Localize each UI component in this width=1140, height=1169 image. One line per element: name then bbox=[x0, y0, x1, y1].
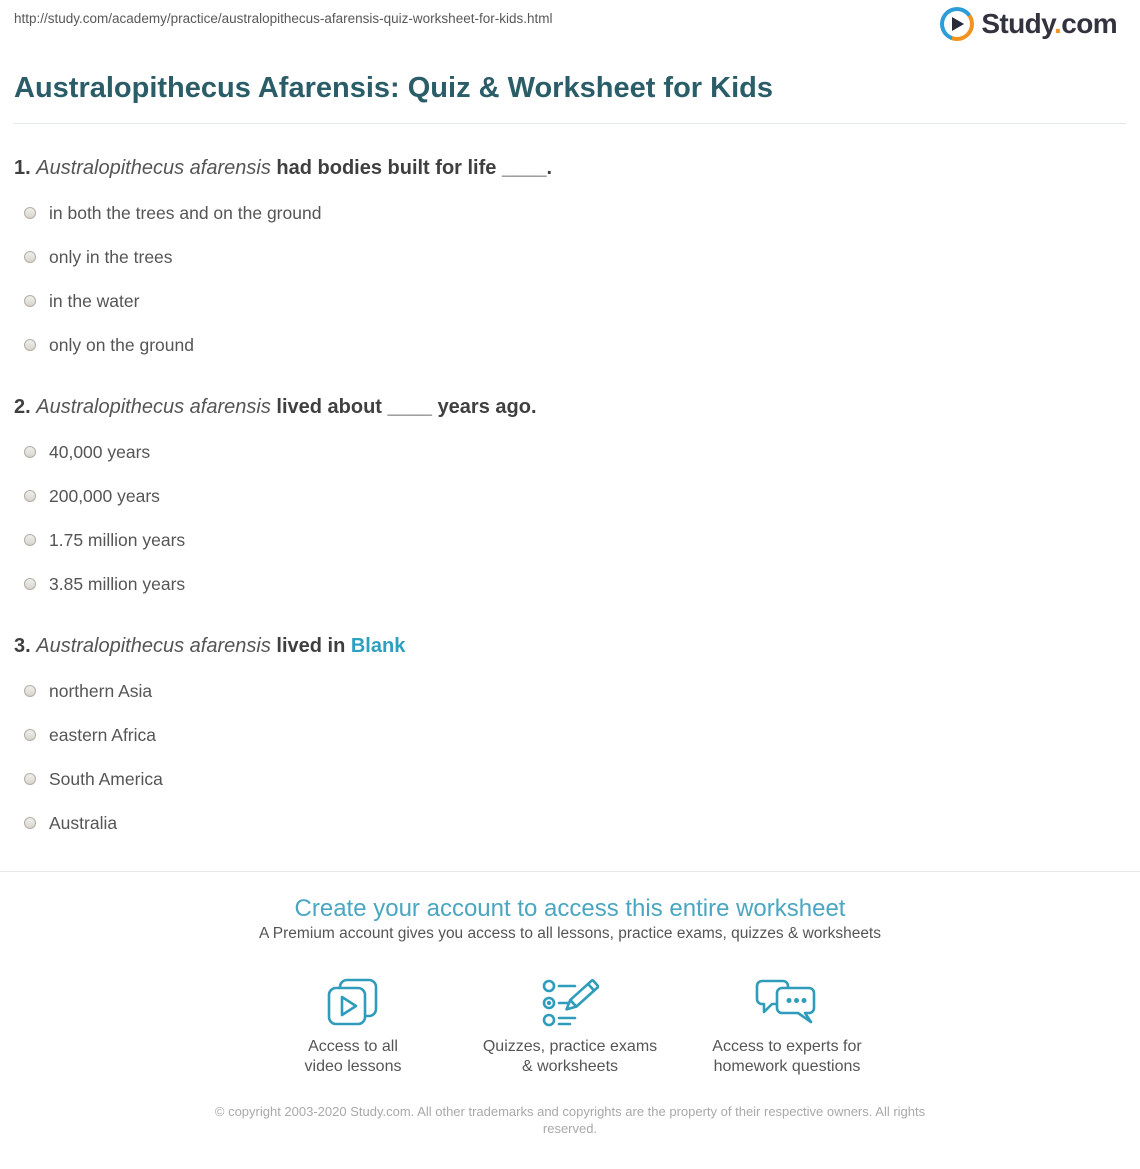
option-label: 3.85 million years bbox=[49, 573, 186, 594]
feature-label bbox=[245, 1037, 462, 1077]
answer-option[interactable] bbox=[14, 572, 1126, 596]
option-label: 40,000 years bbox=[49, 441, 151, 462]
answer-option[interactable] bbox=[14, 528, 1126, 552]
question-number: 3. bbox=[14, 635, 31, 657]
question-text: lived about ____ years ago. bbox=[276, 396, 537, 418]
feature-label-line1: Access to all bbox=[308, 1038, 398, 1055]
feature-label-line1: Quizzes, practice exams bbox=[482, 1038, 658, 1055]
question-1-options bbox=[14, 201, 1126, 357]
question-text: lived in bbox=[276, 635, 346, 657]
logo-study: Study bbox=[981, 8, 1055, 39]
question-1 bbox=[14, 155, 1126, 181]
option-label: Australia bbox=[49, 812, 118, 833]
option-label: only in the trees bbox=[49, 246, 173, 267]
chat-experts-icon bbox=[754, 977, 820, 1029]
quizzes-icon bbox=[541, 977, 599, 1029]
cta-divider bbox=[0, 871, 1140, 872]
option-label: northern Asia bbox=[49, 680, 153, 701]
option-label: eastern Africa bbox=[49, 724, 156, 745]
feature-list bbox=[0, 977, 1140, 1077]
page-url: http://study.com/academy/practice/australopithecus-afarensis-quiz-worksheet-for-kids.html bbox=[14, 11, 553, 26]
answer-option[interactable] bbox=[14, 245, 1126, 269]
radio-button[interactable] bbox=[24, 578, 36, 590]
question-2 bbox=[14, 394, 1126, 420]
question-number: 2. bbox=[14, 396, 31, 418]
studycom-logo[interactable] bbox=[940, 7, 1117, 41]
cta-heading: Create your account to access this entire worksheet bbox=[294, 895, 846, 922]
copyright-text: © copyright 2003-2020 Study.com. All other trademarks and copyrights are the property of their respective owners. All rights reserved. bbox=[214, 1104, 926, 1136]
radio-button[interactable] bbox=[24, 773, 36, 785]
cta-subheading: A Premium account gives you access to all lessons, practice exams, quizzes & worksheets bbox=[259, 925, 881, 942]
option-label: South America bbox=[49, 768, 163, 789]
feature-label-line1: Access to experts for bbox=[712, 1038, 862, 1055]
feature-video-lessons bbox=[245, 977, 462, 1077]
answer-option[interactable] bbox=[14, 767, 1126, 791]
blank-link[interactable]: Blank bbox=[350, 635, 406, 657]
radio-button[interactable] bbox=[24, 446, 36, 458]
radio-button[interactable] bbox=[24, 534, 36, 546]
radio-button[interactable] bbox=[24, 295, 36, 307]
answer-option[interactable] bbox=[14, 811, 1126, 835]
feature-label bbox=[462, 1037, 679, 1077]
question-2-options bbox=[14, 440, 1126, 596]
logo-play-icon bbox=[940, 7, 974, 41]
question-number: 1. bbox=[14, 157, 31, 179]
radio-button[interactable] bbox=[24, 207, 36, 219]
question-3-options bbox=[14, 679, 1126, 835]
species-name: Australopithecus afarensis bbox=[36, 635, 271, 657]
feature-label-line2: & worksheets bbox=[521, 1058, 619, 1075]
option-label: 1.75 million years bbox=[49, 529, 186, 550]
logo-text bbox=[981, 8, 1117, 40]
answer-option[interactable] bbox=[14, 440, 1126, 464]
question-text: had bodies built for life ____. bbox=[276, 157, 552, 179]
answer-option[interactable] bbox=[14, 484, 1126, 508]
feature-experts bbox=[679, 977, 896, 1077]
answer-option[interactable] bbox=[14, 679, 1126, 703]
radio-button[interactable] bbox=[24, 817, 36, 829]
species-name: Australopithecus afarensis bbox=[36, 157, 271, 179]
radio-button[interactable] bbox=[24, 729, 36, 741]
feature-label-line2: video lessons bbox=[304, 1058, 402, 1075]
question-3 bbox=[14, 633, 1126, 659]
answer-option[interactable] bbox=[14, 201, 1126, 225]
radio-button[interactable] bbox=[24, 251, 36, 263]
radio-button[interactable] bbox=[24, 685, 36, 697]
logo-com: com bbox=[1061, 8, 1117, 39]
option-label: only on the ground bbox=[49, 334, 194, 355]
page-title: Australopithecus Afarensis: Quiz & Worksheet for Kids bbox=[14, 72, 773, 104]
feature-quizzes bbox=[462, 977, 679, 1077]
radio-button[interactable] bbox=[24, 490, 36, 502]
answer-option[interactable] bbox=[14, 289, 1126, 313]
option-label: 200,000 years bbox=[49, 485, 160, 506]
species-name: Australopithecus afarensis bbox=[36, 396, 271, 418]
answer-option[interactable] bbox=[14, 723, 1126, 747]
title-divider bbox=[14, 123, 1126, 124]
feature-label-line2: homework questions bbox=[713, 1058, 861, 1075]
option-label: in the water bbox=[49, 290, 140, 311]
logo-dot: . bbox=[1054, 8, 1062, 39]
video-lessons-icon bbox=[326, 977, 380, 1029]
feature-label bbox=[679, 1037, 896, 1077]
option-label: in both the trees and on the ground bbox=[49, 202, 322, 223]
radio-button[interactable] bbox=[24, 339, 36, 351]
answer-option[interactable] bbox=[14, 333, 1126, 357]
